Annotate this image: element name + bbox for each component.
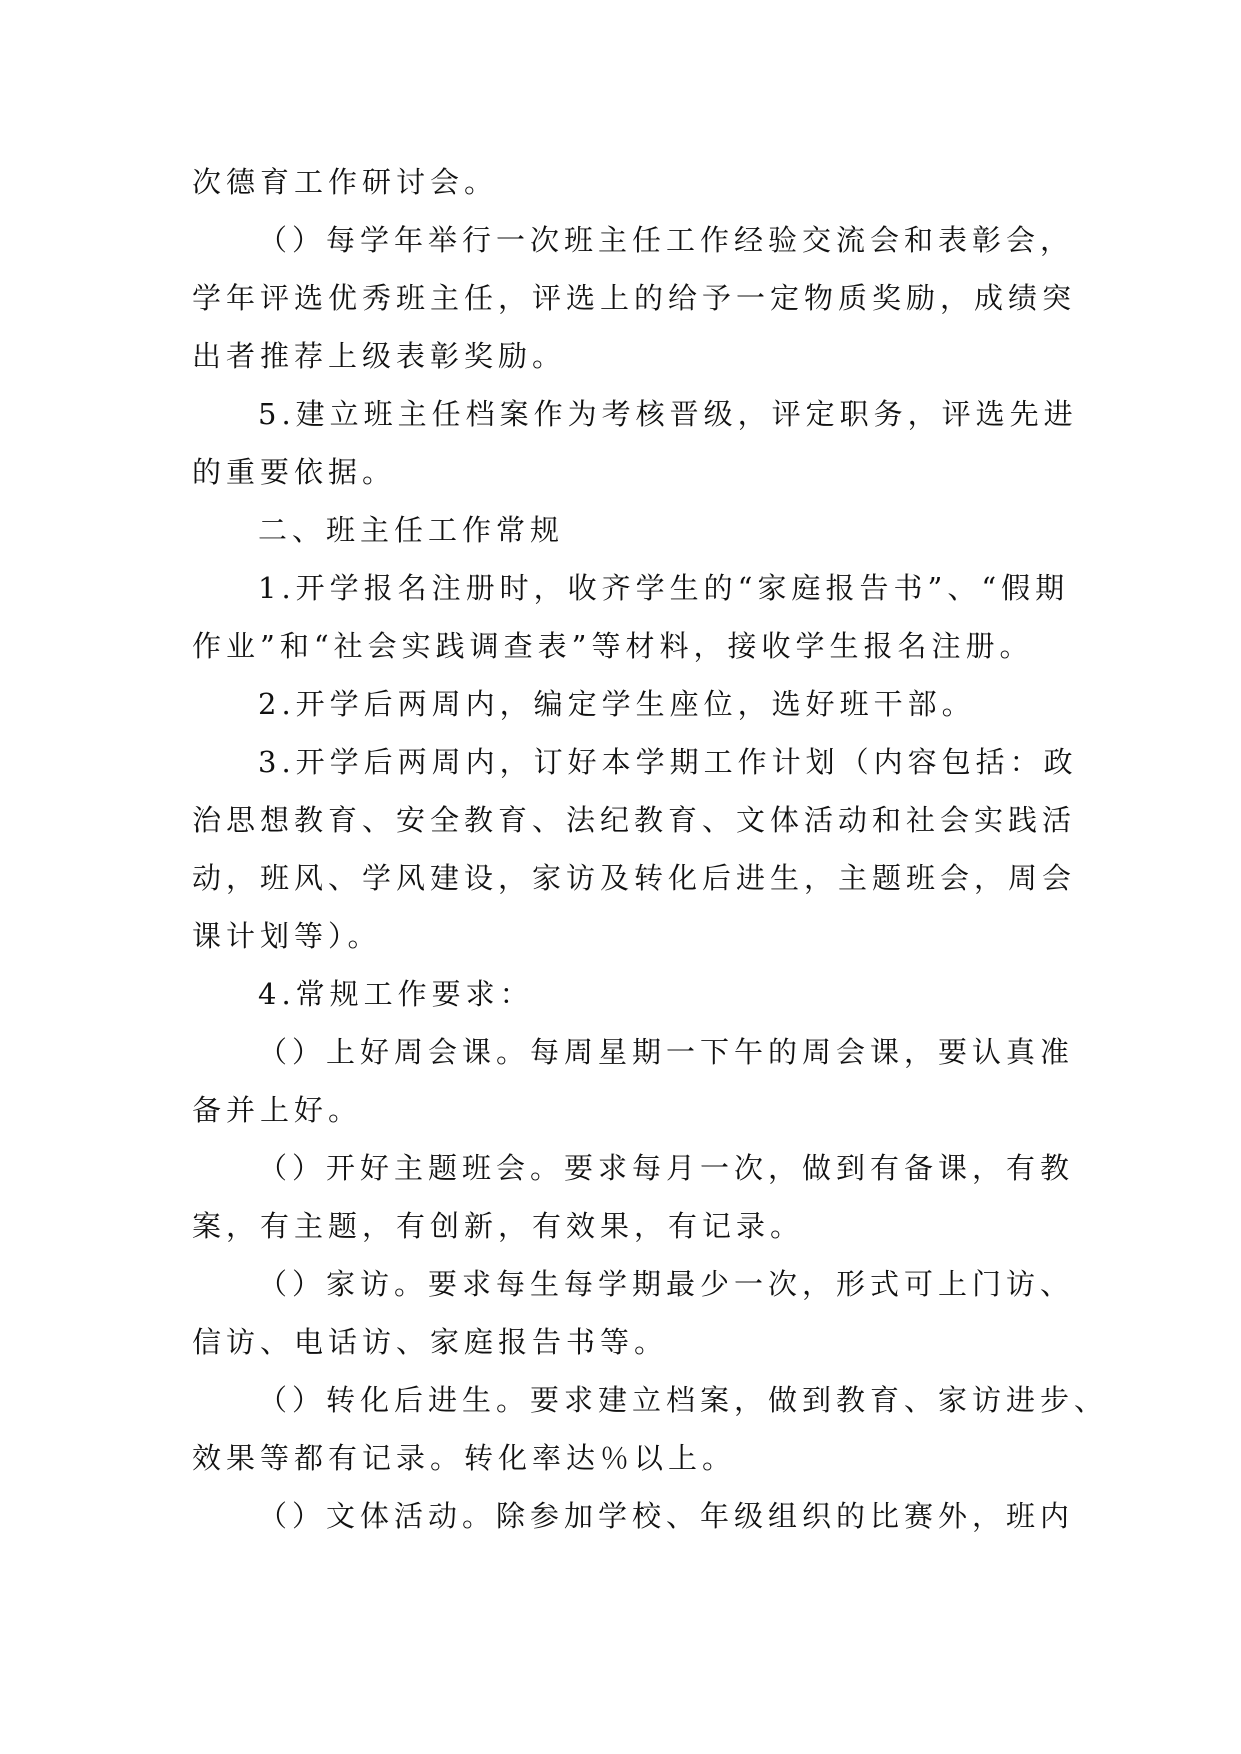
text-line: 1.开学报名注册时，收齐学生的“家庭报告书”、“假期 bbox=[258, 571, 1070, 605]
text-line: （）文体活动。除参加学校、年级组织的比赛外，班内 bbox=[258, 1499, 1075, 1533]
section-heading: 二、班主任工作常规 bbox=[258, 513, 565, 547]
text-line: 5.建立班主任档案作为考核晋级，评定职务，评选先进 bbox=[258, 397, 1078, 431]
text-line: （）转化后进生。要求建立档案，做到教育、家访进步、 bbox=[258, 1383, 1109, 1417]
text-line: 3.开学后两周内，订好本学期工作计划（内容包括：政 bbox=[258, 745, 1078, 779]
text-line: （）家访。要求每生每学期最少一次，形式可上门访、 bbox=[258, 1267, 1075, 1301]
text-line: （）上好周会课。每周星期一下午的周会课，要认真准 bbox=[258, 1035, 1075, 1069]
text-line: 效果等都有记录。转化率达％以上。 bbox=[192, 1441, 737, 1475]
text-line: （）每学年举行一次班主任工作经验交流会和表彰会， bbox=[258, 223, 1075, 257]
text-line: 作业”和“社会实践调查表”等材料，接收学生报名注册。 bbox=[192, 629, 1034, 663]
text-line: 出者推荐上级表彰奖励。 bbox=[192, 339, 567, 373]
text-line: 4.常规工作要求： bbox=[258, 977, 534, 1011]
text-line: 的重要依据。 bbox=[192, 455, 397, 489]
text-line: 治思想教育、安全教育、法纪教育、文体活动和社会实践活 bbox=[192, 803, 1077, 837]
text-line: 次德育工作研讨会。 bbox=[192, 165, 499, 199]
text-line: 信访、电话访、家庭报告书等。 bbox=[192, 1325, 669, 1359]
text-line: 学年评选优秀班主任，评选上的给予一定物质奖励，成绩突 bbox=[192, 281, 1077, 315]
text-line: 课计划等）。 bbox=[192, 919, 382, 953]
text-line: 2.开学后两周内，编定学生座位，选好班干部。 bbox=[258, 687, 976, 721]
text-line: 动，班风、学风建设，家访及转化后进生，主题班会，周会 bbox=[192, 861, 1077, 895]
text-line: 备并上好。 bbox=[192, 1093, 363, 1127]
text-line: （）开好主题班会。要求每月一次，做到有备课，有教 bbox=[258, 1151, 1075, 1185]
text-line: 案，有主题，有创新，有效果，有记录。 bbox=[192, 1209, 805, 1243]
